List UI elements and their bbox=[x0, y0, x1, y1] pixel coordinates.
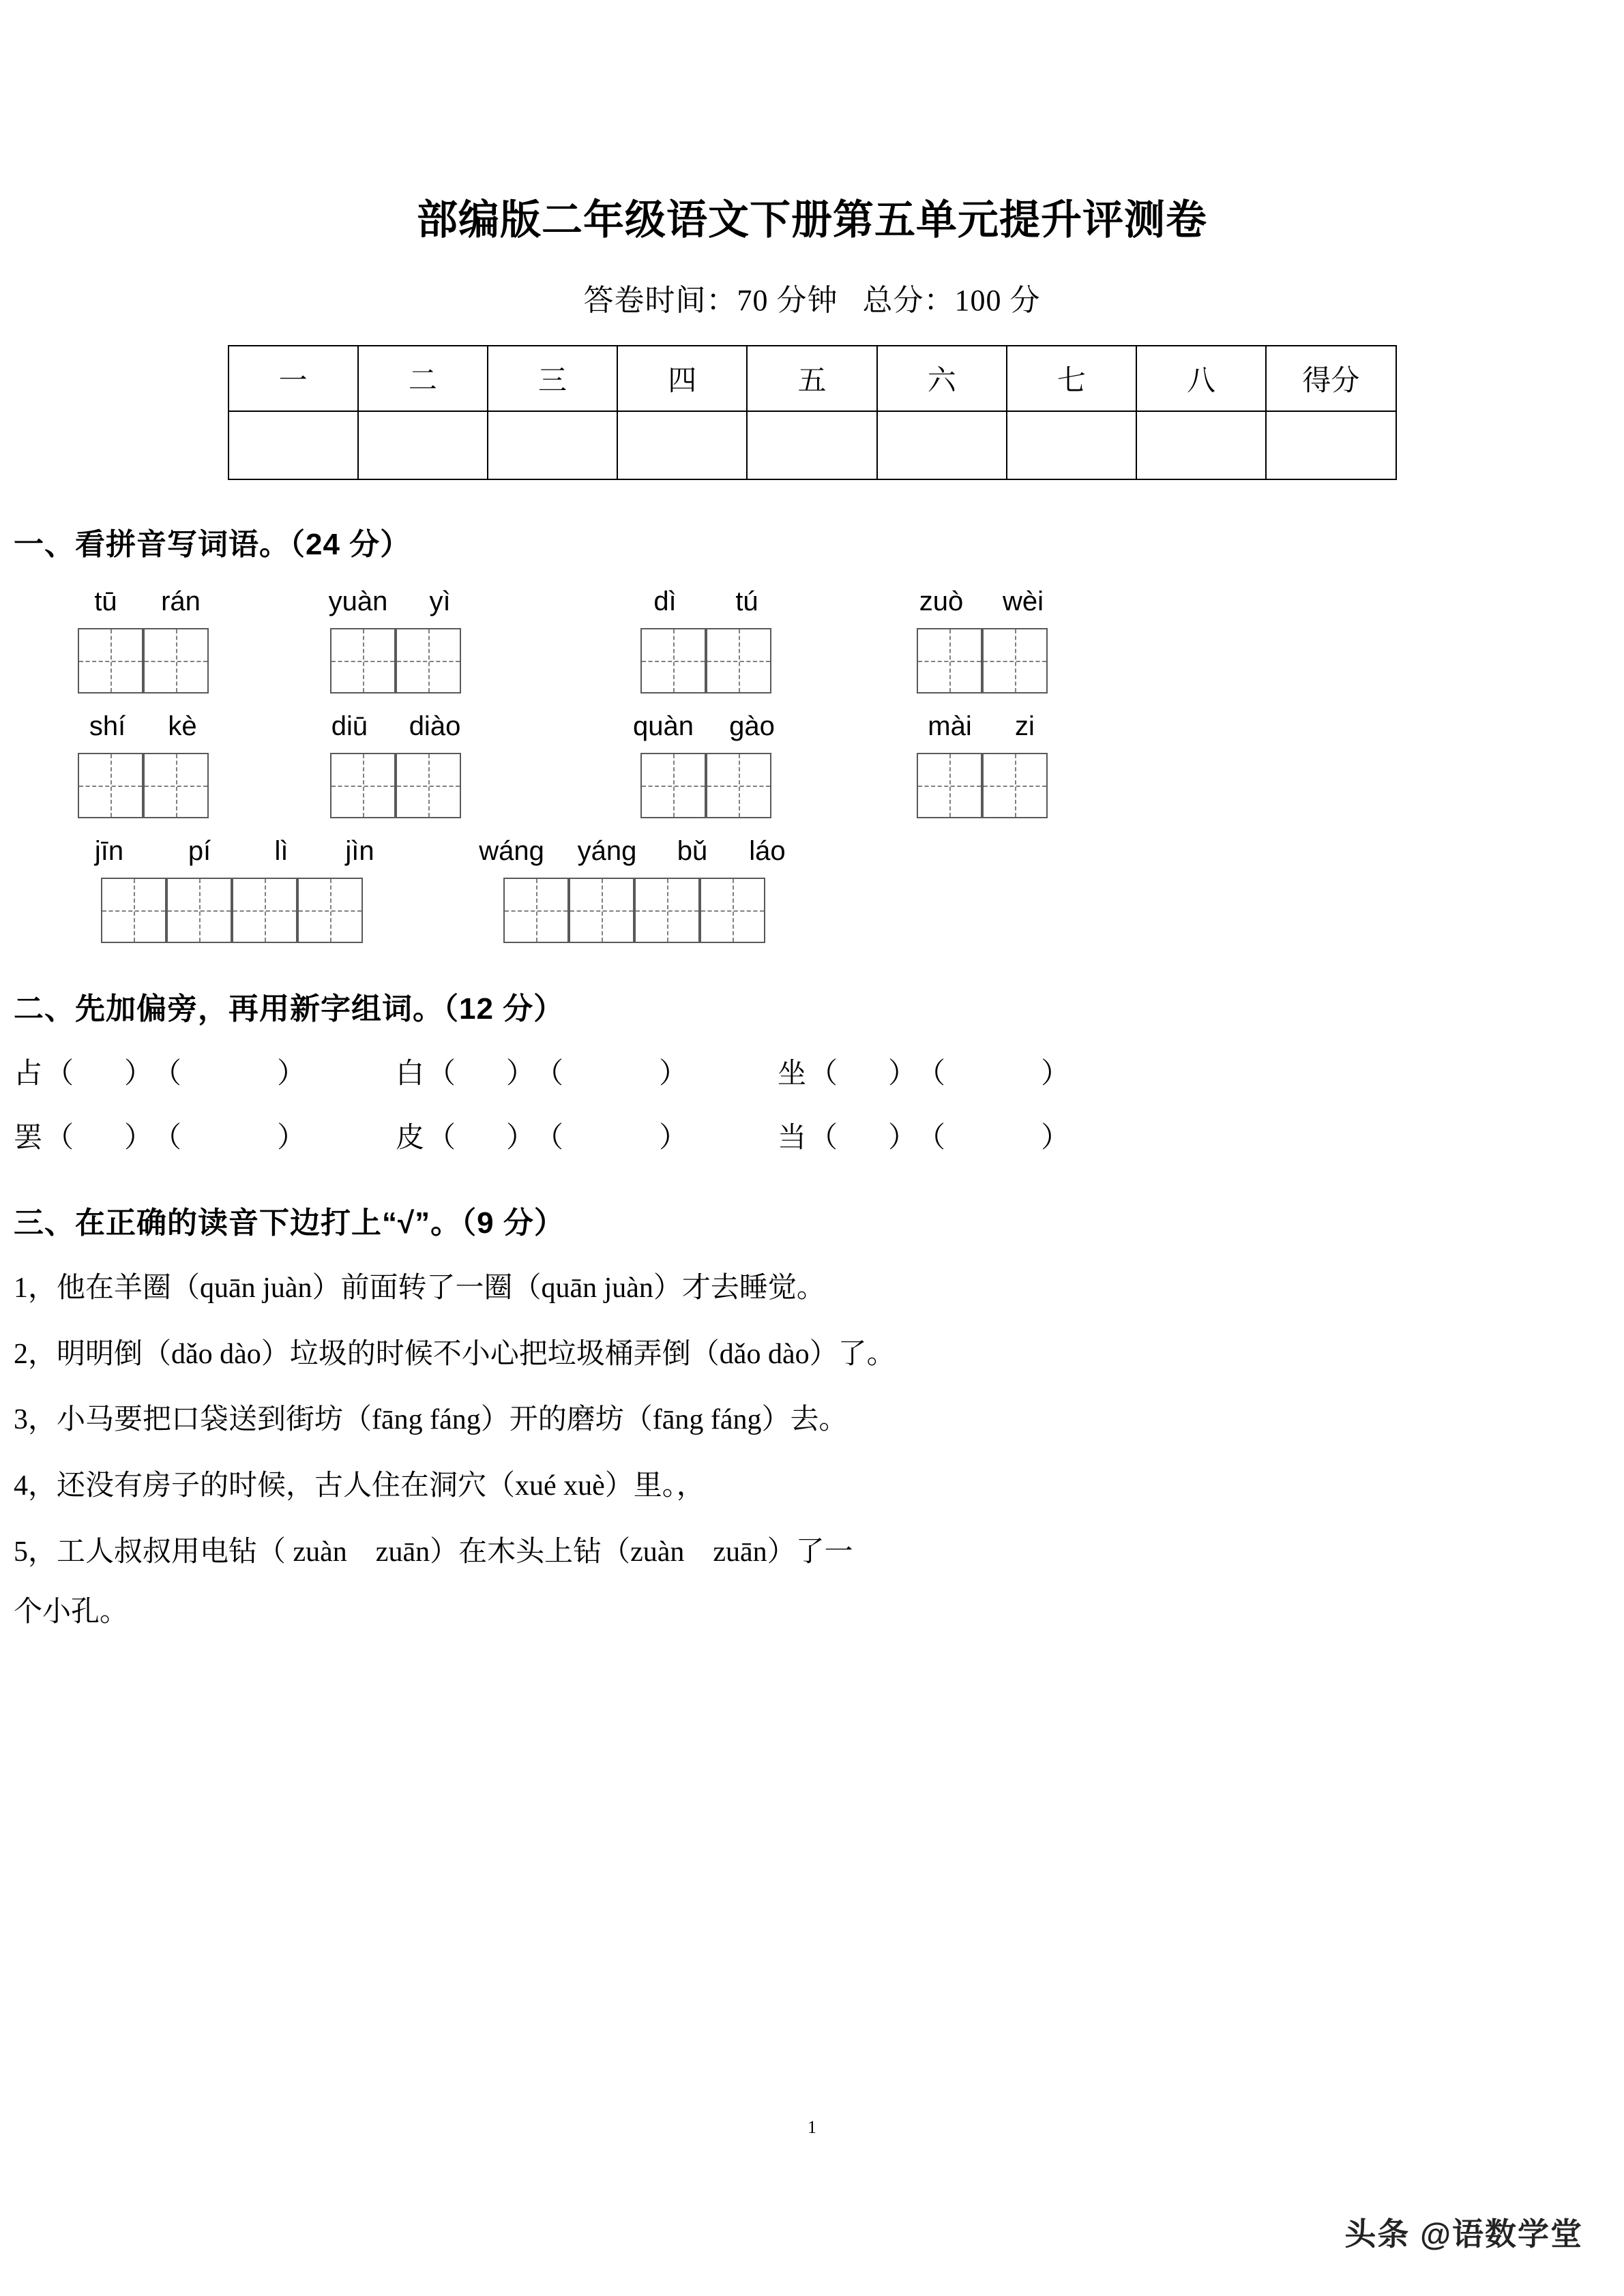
exam-meta bbox=[0, 275, 1624, 319]
score-table bbox=[228, 345, 1397, 480]
answer-blank[interactable] bbox=[427, 1051, 535, 1092]
writing-box-group bbox=[246, 753, 546, 818]
writing-boxes-row-3 bbox=[0, 878, 1624, 943]
pinyin-syllable: zuò bbox=[919, 586, 964, 616]
base-character: 占 bbox=[14, 1058, 43, 1090]
radical-word-row-1 bbox=[0, 1051, 1624, 1092]
pinyin-exercise-block bbox=[0, 586, 1624, 943]
radical-word-item bbox=[14, 1051, 396, 1092]
pinyin-group bbox=[546, 711, 866, 742]
paren-close: ） bbox=[506, 1122, 535, 1154]
question-number: 2， bbox=[14, 1338, 57, 1370]
radical-word-item bbox=[396, 1115, 778, 1156]
pinyin-syllable: rán bbox=[161, 586, 201, 616]
question-text[interactable]: 还没有房子的时候，古人住在洞穴（xué xuè）里。， bbox=[57, 1470, 705, 1502]
tianzige-box[interactable] bbox=[706, 753, 771, 818]
tianzige-box[interactable] bbox=[982, 628, 1048, 694]
pinyin-syllable: kè bbox=[168, 711, 197, 741]
pinyin-syllable: yuàn bbox=[328, 586, 388, 616]
tianzige-box[interactable] bbox=[330, 753, 396, 818]
writing-box-group bbox=[41, 878, 423, 943]
tianzige-box[interactable] bbox=[982, 753, 1048, 818]
radical-word-item bbox=[14, 1115, 396, 1156]
paren-open: （ bbox=[535, 1122, 564, 1154]
question-item-4 bbox=[0, 1467, 1624, 1506]
pinyin-group bbox=[423, 836, 846, 867]
tianzige-box[interactable] bbox=[396, 753, 461, 818]
question-item-3 bbox=[0, 1401, 1624, 1440]
page-title: 部编版二年级语文下册第五单元提升评测卷 bbox=[417, 197, 1207, 243]
base-character: 白 bbox=[396, 1058, 425, 1090]
paren-close: ） bbox=[124, 1122, 153, 1154]
tianzige-box[interactable] bbox=[640, 753, 706, 818]
answer-blank[interactable] bbox=[809, 1115, 917, 1156]
score-header-cell: 四 bbox=[617, 346, 747, 411]
pinyin-group bbox=[41, 836, 423, 867]
tianzige-box[interactable] bbox=[917, 628, 982, 694]
section-heading-3: 三、在正确的读音下边打上“√”。（9 分） bbox=[14, 1206, 565, 1240]
question-item-5-continuation: 个小孔。 bbox=[14, 1596, 129, 1628]
paren-open: （ bbox=[809, 1058, 838, 1090]
score-header-cell: 得分 bbox=[1266, 346, 1396, 411]
paren-close: ） bbox=[659, 1122, 688, 1154]
paren-close: ） bbox=[124, 1058, 153, 1090]
pinyin-syllable: dì bbox=[653, 586, 677, 616]
paren-close: ） bbox=[277, 1058, 306, 1090]
question-number: 1， bbox=[14, 1272, 57, 1304]
writing-box-group bbox=[246, 628, 546, 694]
writing-box-group bbox=[423, 878, 846, 943]
pinyin-row-2 bbox=[0, 711, 1624, 742]
radical-word-item bbox=[396, 1051, 778, 1092]
radical-word-item bbox=[778, 1051, 1160, 1092]
paren-open: （ bbox=[427, 1058, 456, 1090]
pinyin-row-3 bbox=[0, 836, 1624, 867]
pinyin-syllable: shí bbox=[89, 711, 126, 741]
base-character: 皮 bbox=[396, 1122, 425, 1154]
base-character: 坐 bbox=[778, 1058, 807, 1090]
paren-open: （ bbox=[917, 1058, 946, 1090]
question-number: 3， bbox=[14, 1404, 57, 1436]
pinyin-syllable: láo bbox=[749, 836, 786, 866]
score-header-cell: 八 bbox=[1136, 346, 1266, 411]
paren-close: ） bbox=[659, 1058, 688, 1090]
score-value-cell[interactable] bbox=[877, 411, 1007, 479]
paren-close: ） bbox=[1041, 1058, 1070, 1090]
question-item-5 bbox=[0, 1533, 1624, 1572]
score-header-cell: 六 bbox=[877, 346, 1007, 411]
score-table-header-row bbox=[228, 346, 1396, 411]
writing-box-group bbox=[546, 628, 866, 694]
paren-close: ） bbox=[888, 1058, 917, 1090]
score-header-cell: 七 bbox=[1007, 346, 1136, 411]
tianzige-box[interactable] bbox=[78, 753, 143, 818]
pinyin-syllable: jīn bbox=[94, 836, 124, 866]
tianzige-box[interactable] bbox=[640, 628, 706, 694]
score-value-cell[interactable] bbox=[228, 411, 358, 479]
tianzige-box[interactable] bbox=[143, 628, 209, 694]
tianzige-box[interactable] bbox=[232, 878, 297, 943]
paren-close: ） bbox=[1041, 1122, 1070, 1154]
pinyin-syllable: mài bbox=[928, 711, 972, 741]
base-character: 罢 bbox=[14, 1122, 43, 1154]
pinyin-syllable: yáng bbox=[577, 836, 637, 866]
paren-close: ） bbox=[506, 1058, 535, 1090]
paren-open: （ bbox=[45, 1058, 74, 1090]
writing-boxes-row-1 bbox=[0, 628, 1624, 694]
answer-blank[interactable] bbox=[809, 1051, 917, 1092]
writing-box-group bbox=[41, 753, 246, 818]
tianzige-box[interactable] bbox=[634, 878, 700, 943]
score-value-cell[interactable] bbox=[1266, 411, 1396, 479]
writing-box-group bbox=[546, 753, 866, 818]
score-header-cell: 一 bbox=[228, 346, 358, 411]
pinyin-syllable: quàn bbox=[633, 711, 694, 741]
paren-open: （ bbox=[809, 1122, 838, 1154]
tianzige-box[interactable] bbox=[706, 628, 771, 694]
pinyin-group bbox=[41, 711, 246, 742]
score-value-cell[interactable] bbox=[358, 411, 488, 479]
writing-boxes-row-2 bbox=[0, 753, 1624, 818]
writing-box-group bbox=[866, 753, 1098, 818]
answer-blank[interactable] bbox=[917, 1051, 1069, 1092]
tianzige-box[interactable] bbox=[297, 878, 363, 943]
section-heading-1: 一、看拼音写词语。（24 分） bbox=[14, 528, 411, 561]
answer-blank[interactable] bbox=[45, 1115, 153, 1156]
paren-close: ） bbox=[888, 1122, 917, 1154]
pinyin-group bbox=[866, 711, 1098, 742]
answer-blank[interactable] bbox=[427, 1115, 535, 1156]
paren-open: （ bbox=[917, 1122, 946, 1154]
paren-open: （ bbox=[153, 1058, 182, 1090]
score-table-value-row bbox=[228, 411, 1396, 479]
answer-blank[interactable] bbox=[153, 1051, 306, 1092]
pinyin-syllable: lì bbox=[274, 836, 289, 866]
pinyin-syllable: diū bbox=[331, 711, 368, 741]
paren-open: （ bbox=[153, 1122, 182, 1154]
tianzige-box[interactable] bbox=[700, 878, 765, 943]
question-text[interactable]: 小马要把口袋送到街坊（fāng fáng）开的磨坊（fāng fáng）去。 bbox=[57, 1404, 848, 1436]
answer-blank[interactable] bbox=[917, 1115, 1069, 1156]
answer-blank[interactable] bbox=[535, 1051, 688, 1092]
pinyin-syllable: pí bbox=[188, 836, 211, 866]
pinyin-group bbox=[246, 586, 546, 617]
paren-close: ） bbox=[277, 1122, 306, 1154]
pinyin-syllable: bǔ bbox=[677, 836, 708, 866]
score-value-cell[interactable] bbox=[1136, 411, 1266, 479]
total-score: 总分：100 分 bbox=[862, 284, 1041, 317]
tianzige-box[interactable] bbox=[78, 628, 143, 694]
pinyin-group bbox=[546, 586, 866, 617]
answer-blank[interactable] bbox=[535, 1115, 688, 1156]
page-number: 1 bbox=[808, 2117, 816, 2137]
question-text[interactable]: 他在羊圈（quān juàn）前面转了一圈（quān juàn）才去睡觉。 bbox=[57, 1272, 825, 1304]
question-text[interactable]: 工人叔叔用电钻（ zuàn zuān）在木头上钻（zuàn zuān）了一 bbox=[57, 1536, 853, 1568]
score-table-wrapper bbox=[228, 345, 1397, 480]
pinyin-syllable: jìn bbox=[345, 836, 374, 866]
pinyin-group bbox=[246, 711, 546, 742]
tianzige-box[interactable] bbox=[101, 878, 166, 943]
score-value-cell[interactable] bbox=[1007, 411, 1136, 479]
tianzige-box[interactable] bbox=[396, 628, 461, 694]
watermark: 头条 @语数学堂 bbox=[1344, 2216, 1583, 2252]
score-value-cell[interactable] bbox=[488, 411, 617, 479]
question-item-1 bbox=[0, 1269, 1624, 1308]
tianzige-box[interactable] bbox=[569, 878, 634, 943]
pinyin-syllable: wèi bbox=[1002, 586, 1044, 616]
writing-box-group bbox=[41, 628, 246, 694]
pinyin-group bbox=[41, 586, 246, 617]
tianzige-box[interactable] bbox=[143, 753, 209, 818]
pinyin-group bbox=[866, 586, 1098, 617]
tianzige-box[interactable] bbox=[917, 753, 982, 818]
question-item-2 bbox=[0, 1335, 1624, 1374]
base-character: 当 bbox=[778, 1122, 807, 1154]
score-value-cell[interactable] bbox=[747, 411, 876, 479]
radical-word-item bbox=[778, 1115, 1160, 1156]
answer-blank[interactable] bbox=[45, 1051, 153, 1092]
answer-blank[interactable] bbox=[153, 1115, 306, 1156]
score-header-cell: 五 bbox=[747, 346, 876, 411]
pinyin-syllable: diào bbox=[409, 711, 461, 741]
tianzige-box[interactable] bbox=[166, 878, 232, 943]
section-heading-2: 二、先加偏旁，再用新字组词。（12 分） bbox=[14, 992, 565, 1026]
question-number: 5， bbox=[14, 1536, 57, 1568]
question-number: 4， bbox=[14, 1470, 57, 1502]
writing-box-group bbox=[866, 628, 1098, 694]
paren-open: （ bbox=[535, 1058, 564, 1090]
score-header-cell: 三 bbox=[488, 346, 617, 411]
pinyin-syllable: wáng bbox=[479, 836, 544, 866]
radical-word-row-2 bbox=[0, 1115, 1624, 1156]
score-header-cell: 二 bbox=[358, 346, 488, 411]
tianzige-box[interactable] bbox=[503, 878, 569, 943]
paren-open: （ bbox=[427, 1122, 456, 1154]
pinyin-syllable: zi bbox=[1015, 711, 1035, 741]
pinyin-row-1 bbox=[0, 586, 1624, 617]
score-value-cell[interactable] bbox=[617, 411, 747, 479]
pinyin-syllable: gào bbox=[729, 711, 775, 741]
question-text[interactable]: 明明倒（dǎo dào）垃圾的时候不小心把垃圾桶弄倒（dǎo dào）了。 bbox=[57, 1338, 896, 1370]
tianzige-box[interactable] bbox=[330, 628, 396, 694]
pinyin-syllable: tū bbox=[94, 586, 117, 616]
answer-time: 答卷时间：70 分钟 bbox=[583, 284, 838, 317]
pinyin-syllable: tú bbox=[735, 586, 758, 616]
pinyin-syllable: yì bbox=[429, 586, 451, 616]
paren-open: （ bbox=[45, 1122, 74, 1154]
